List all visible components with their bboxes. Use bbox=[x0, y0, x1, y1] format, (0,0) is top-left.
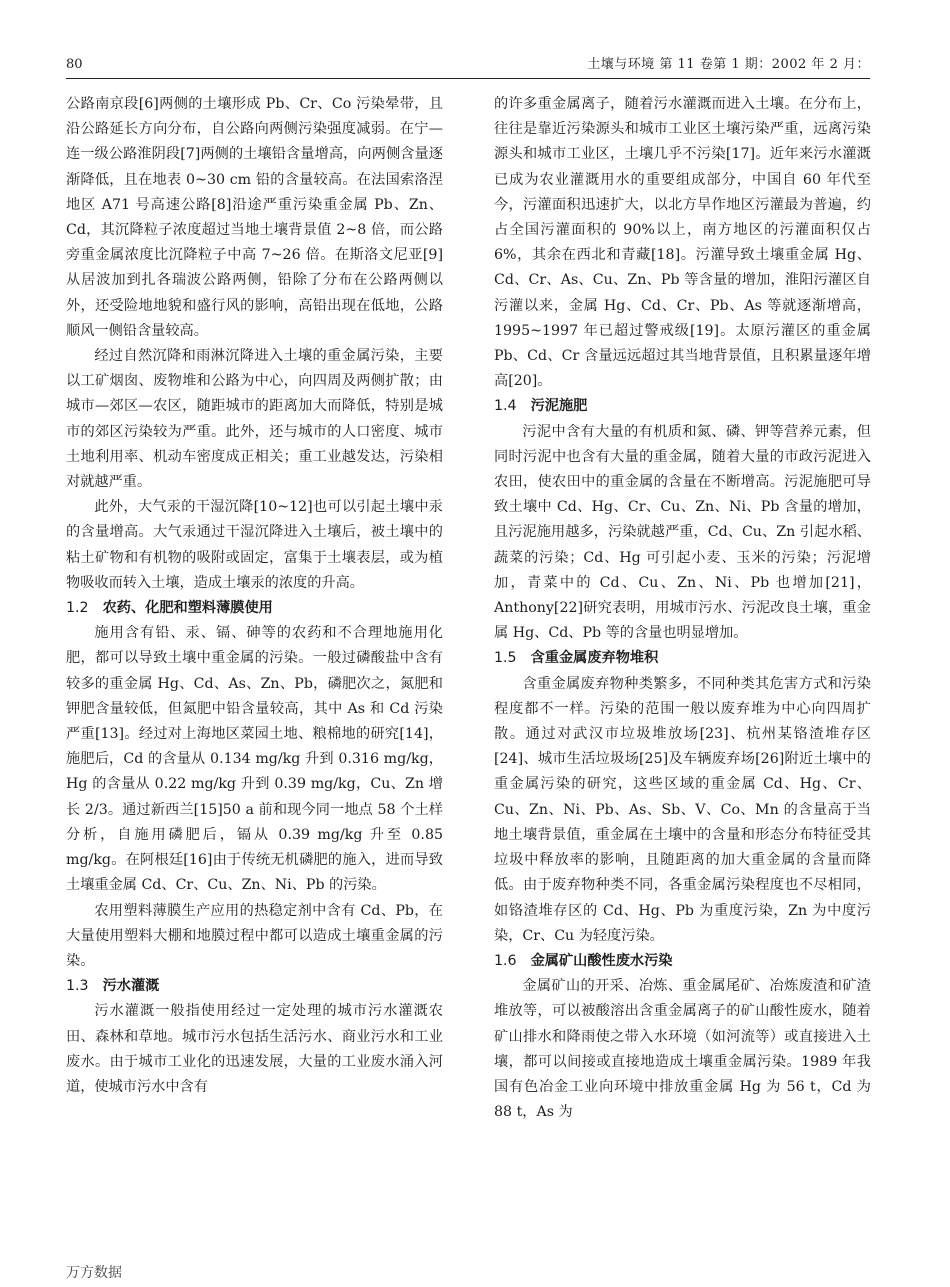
section-number: 1.6 bbox=[494, 952, 517, 969]
section-heading bbox=[494, 949, 871, 974]
right-column bbox=[494, 92, 871, 1125]
section-title: 含重金属废弃物堆积 bbox=[530, 650, 659, 667]
section-number: 1.5 bbox=[494, 650, 517, 667]
body-paragraph: 农用塑料薄膜生产应用的热稳定剂中含有 Cd、Pb，在大量使用塑料大棚和地膜过程中都可以造成土壤重金属的污染。 bbox=[66, 902, 443, 969]
footer-watermark: 万方数据 bbox=[66, 1265, 122, 1281]
section-number: 1.4 bbox=[494, 398, 517, 415]
section-title: 污泥施肥 bbox=[530, 398, 588, 415]
section-heading bbox=[494, 646, 871, 671]
body-paragraph: 此外，大气汞的干湿沉降[10~12]也可以引起土壤中汞的含量增高。大气汞通过干湿沉降进入土壤后，被土壤中的粘土矿物和有机物的吸附或固定，富集于土壤表层，或为植物吸收而转入土壤，造成土壤汞的浓度的升高。 bbox=[66, 499, 443, 591]
body-paragraph: 金属矿山的开采、冶炼、重金属尾矿、冶炼废渣和矿渣堆放等，可以被酸溶出含重金属离子的矿山酸性废水，随着矿山排水和降雨使之带入水环境（如河流等）或直接进入土壤，都可以间接或直接地造成土壤重金属污染。1989 年我国有色冶金工业向环境中排放重金属 Hg 为 56 t，Cd 为 88 t，As 为 bbox=[494, 978, 871, 1121]
body-paragraph: 污水灌溉一般指使用经过一定处理的城市污水灌溉农田、森林和草地。城市污水包括生活污水、商业污水和工业废水。由于城市工业化的迅速发展，大量的工业废水涌入河道，使城市污水中含有 bbox=[66, 1003, 443, 1095]
header-rule bbox=[66, 78, 870, 79]
section-number: 1.3 bbox=[66, 978, 89, 995]
section-title: 污水灌溉 bbox=[102, 978, 160, 995]
body-paragraph: 的许多重金属离子，随着污水灌溉而进入土壤。在分布上，往往是靠近污染源头和城市工业区土壤污染严重，远离污染源头和城市工业区，土壤几乎不污染[17]。近年来污水灌溉已成为农业灌溉用水的重要组成部分，中国自 60 年代至今，污灌面积迅速扩大，以北方旱作地区污灌最为普遍，约占全国污灌面积的 90%以上，南方地区的污灌面积仅占 6%，其余在西北和青藏[18]。污灌导致土壤重金属 Hg、Cd、Cr、As、Cu、Zn、Pb 等含量的增加，淮阳污灌区自污灌以来，金属 Hg、Cd、Cr、Pb、As 等就逐渐增高，1995~1997 年已超过警戒级[19]。太原污灌区的重金属 Pb、Cd、Cr 含量远远超过其当地背景值，且积累量逐年增高[20]。 bbox=[494, 96, 871, 390]
section-title: 金属矿山酸性废水污染 bbox=[530, 952, 673, 969]
section-number: 1.2 bbox=[66, 600, 89, 617]
section-heading bbox=[494, 394, 871, 419]
section-heading bbox=[66, 596, 443, 621]
section-heading bbox=[66, 974, 443, 999]
body-paragraph: 施用含有铅、汞、镉、砷等的农药和不合理地施用化肥，都可以导致土壤中重金属的污染。一般过磷酸盐中含有较多的重金属 Hg、Cd、As、Zn、Pb，磷肥次之，氮肥和钾肥含量较低，但氮肥中铅含量较高，其中 As 和 Cd 污染严重[13]。经过对上海地区菜园土地、粮棉地的研究[14]，施肥后，Cd 的含量从 0.134 mg/kg 升到 0.316 mg/kg，Hg 的含量从 0.22 mg/kg 升到 0.39 mg/kg，Cu、Zn 增长 2/3。通过新西兰[15]50 a 前和现今同一地点 58 个土样分析，自施用磷肥后，镉从 0.39 mg/kg 升至 0.85 mg/kg。在阿根廷[16]由于传统无机磷肥的施入，进而导致土壤重金属 Cd、Cr、Cu、Zn、Ni、Pb 的污染。 bbox=[66, 625, 443, 894]
journal-citation: 土壤与环境 第 11 卷第 1 期：2002 年 2 月： bbox=[587, 57, 870, 72]
body-paragraph: 污泥中含有大量的有机质和氮、磷、钾等营养元素，但同时污泥中也含有大量的重金属，随着大量的市政污泥进入农田，使农田中的重金属的含量在不断增高。污泥施肥可导致土壤中 Cd、Hg、Cr、Cu、Zn、Ni、Pb 含量的增加，且污泥施用越多，污染就越严重，Cd、Cu、Zn 引起水稻、蔬菜的污染；Cd、Hg 可引起小麦、玉米的污染；污泥增加，青菜中的 Cd、Cu、Zn、Ni、Pb 也增加[21]，Anthony[22]研究表明，用城市污水、污泥改良土壤，重金属 Hg、Cd、Pb 等的含量也明显增加。 bbox=[494, 423, 871, 642]
running-header bbox=[66, 56, 870, 80]
body-paragraph: 公路南京段[6]两侧的土壤形成 Pb、Cr、Co 污染晕带，且沿公路延长方向分布，自公路向两侧污染强度减弱。在宁—连一级公路淮阴段[7]两侧的土壤铅含量增高，向两侧含量逐渐降低，且在地表 0~30 cm 铅的含量较高。在法国索洛涅地区 A71 号高速公路[8]沿途严重污染重金属 Pb、Zn、Cd，其沉降粒子浓度超过当地土壤背景值 2~8 倍，而公路旁重金属浓度比沉降粒子中高 7~26 倍。在斯洛文尼亚[9]从居波加到扎各瑞波公路两侧，铅除了分布在公路两侧以外，还受险地地貌和盛行风的影响，高铅出现在低地，公路顺风一侧铅含量较高。 bbox=[66, 96, 443, 339]
left-column bbox=[66, 92, 443, 1100]
page-number: 80 bbox=[66, 57, 83, 72]
body-paragraph: 含重金属废弃物种类繁多，不同种类其危害方式和污染程度都不一样。污染的范围一般以废弃堆为中心向四周扩散。通过对武汉市垃圾堆放场[23]、杭州某铬渣堆存区[24]、城市生活垃圾场[25]及车辆废弃场[26]附近土壤中的重金属污染的研究，这些区域的重金属 Cd、Hg、Cr、Cu、Zn、Ni、Pb、As、Sb、V、Co、Mn 的含量高于当地土壤背景值，重金属在土壤中的含量和形态分布特征受其垃圾中释放率的影响，且随距离的加大重金属的含量而降低。由于废弃物种类不同，各重金属污染程度也不尽相同，如铬渣堆存区的 Cd、Hg、Pb 为重度污染，Zn 为中度污染，Cr、Cu 为轻度污染。 bbox=[494, 675, 871, 944]
body-paragraph: 经过自然沉降和雨淋沉降进入土壤的重金属污染，主要以工矿烟囱、废物堆和公路为中心，向四周及两侧扩散；由城市—郊区—农区，随距城市的距离加大而降低，特别是城市的郊区污染较为严重。此外，还与城市的人口密度、城市土地利用率、机动车密度成正相关；重工业越发达，污染相对就越严重。 bbox=[66, 348, 443, 491]
section-title: 农药、化肥和塑料薄膜使用 bbox=[102, 600, 273, 617]
